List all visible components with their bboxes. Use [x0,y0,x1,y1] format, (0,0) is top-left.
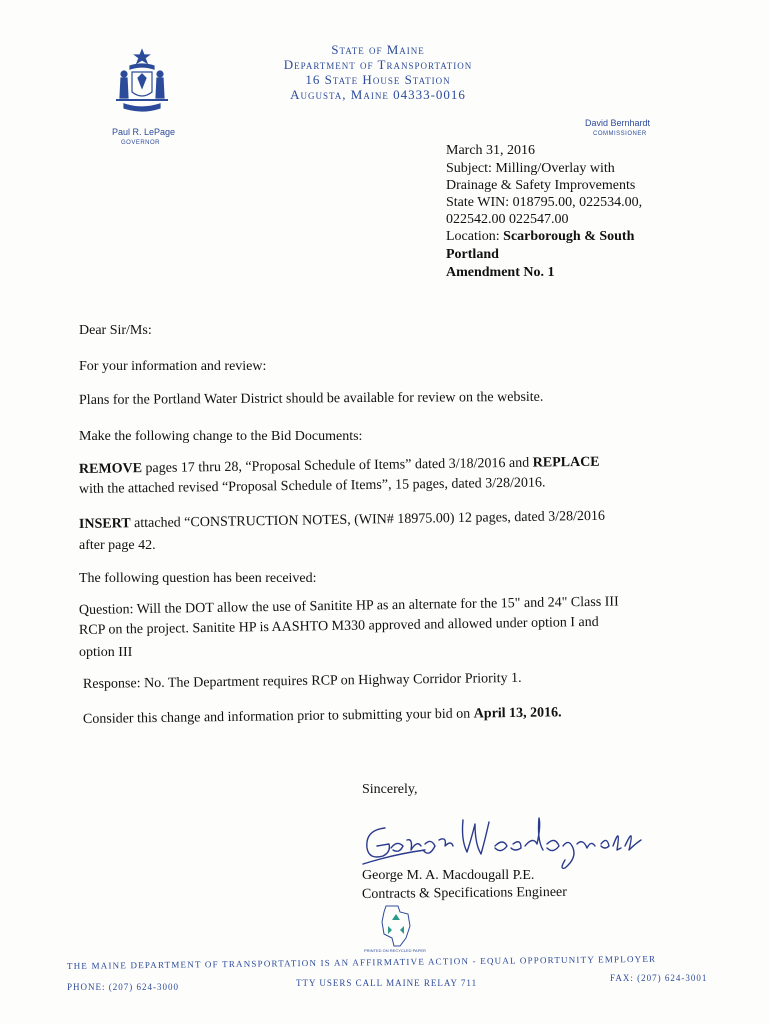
intro-text: For your information and review: [79,359,267,374]
letterhead-department: Department of Transportation [283,57,473,72]
governor-name: Paul R. LePage [112,127,176,137]
letterhead-address: 16 State House Station [305,72,451,87]
eoe-statement: THE MAINE DEPARTMENT OF TRANSPORTATION IS AN AFFIRMATIVE ACTION - EQUAL OPPORTUNITY EMPLOYER [66,953,657,971]
subject-line-2: Drainage & Safety Improvements [446,178,636,193]
consider-line [83,705,562,728]
response-text: Response: No. The Department requires RCP on Highway Corridor Priority 1. [82,670,522,692]
salutation: Dear Sir/Ms: [79,323,152,338]
insert-keyword: INSERT [78,516,131,532]
insert-text: attached “CONSTRUCTION NOTES, (WIN# 18975.00) 12 pages, dated 3/28/2016 [130,508,606,532]
question-line-1: Question: Will the DOT allow the use of Sanitite HP as an alternate for the 15" and 24" Class III [78,594,619,618]
question-line-2: RCP on the project. Sanitite HP is AASHTO M330 approved and allowed under option I and [78,614,599,638]
phone-number: PHONE: (207) 624-3000 [67,982,179,992]
tty-relay: TTY USERS CALL MAINE RELAY 711 [296,978,478,988]
location-value-2: Portland [446,247,499,262]
replace-keyword: REPLACE [532,454,600,471]
governor-title: GOVERNOR [121,140,161,146]
signer-name: George M. A. Macdougall P.E. [362,868,535,883]
amendment-number: Amendment No. 1 [446,265,555,280]
closing-sincerely: Sincerely, [362,782,418,797]
remove-text: pages 17 thru 28, “Proposal Schedule of Items” dated 3/18/2016 and [141,455,533,477]
remove-line-1 [79,455,600,478]
subject-line-1: Subject: Milling/Overlay with [446,161,615,176]
letter-date: March 31, 2016 [446,143,536,158]
plans-text: Plans for the Portland Water District should be available for review on the website. [78,389,544,408]
consider-date: April 13, 2016. [473,705,562,722]
commissioner-name: David Bernhardt [585,118,651,128]
recycle-maine-icon [378,904,414,948]
insert-line-1 [79,509,605,533]
remove-line-2: with the attached revised “Proposal Schedule of Items”, 15 pages, dated 3/28/2016. [78,475,546,497]
change-intro: Make the following change to the Bid Documents: [79,429,363,444]
letterhead-city: Augusta, Maine 04333-0016 [290,87,466,102]
state-seal-icon [112,48,172,120]
question-line-3: option III [79,645,133,660]
win-line-1: State WIN: 018795.00, 022534.00, [446,195,643,210]
question-intro: The following question has been received: [79,571,317,586]
location-label: Location: [446,229,504,244]
consider-text: Consider this change and information prior to submitting your bid on [82,706,474,727]
location-value: Scarborough & South [503,229,635,244]
recycled-paper-note: PRINTED ON RECYCLED PAPER [364,948,426,953]
win-line-2: 022542.00 022547.00 [446,212,569,227]
location-line [446,228,634,246]
remove-keyword: REMOVE [78,461,143,477]
fax-number: FAX: (207) 624-3001 [610,973,708,983]
signer-title: Contracts & Specifications Engineer [361,884,567,902]
insert-line-2: after page 42. [79,538,156,553]
letterhead-state: State of Maine [331,42,425,57]
commissioner-title: COMMISSIONER [593,131,647,137]
